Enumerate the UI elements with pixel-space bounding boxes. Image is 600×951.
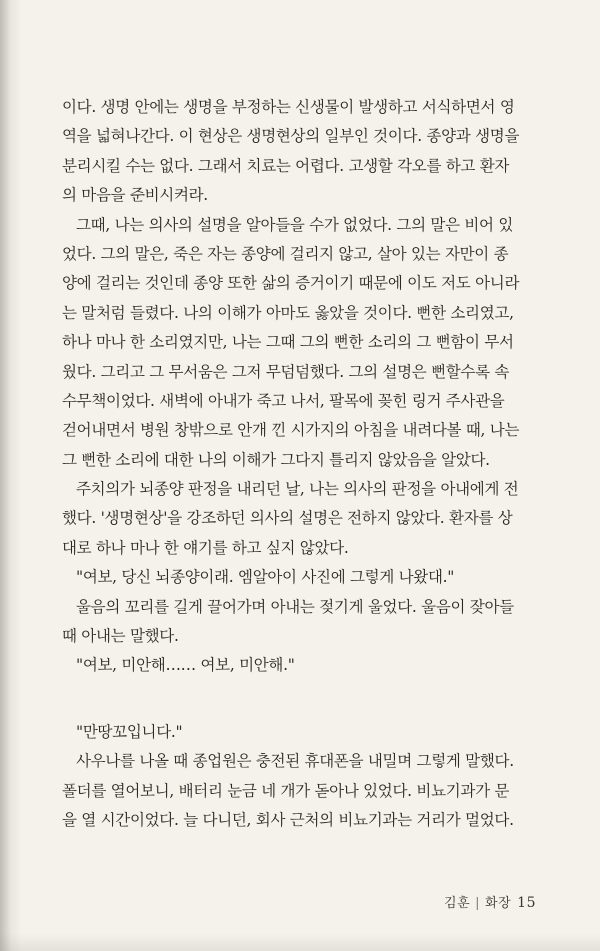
text-line: 수무책이었다. 새벽에 아내가 죽고 나서, 팔목에 꽂힌 링거 주사관을 xyxy=(62,391,505,410)
text-line: 때 아내는 말했다. xyxy=(62,627,179,646)
text-line: 그 뻔한 소리에 대한 나의 이해가 그다지 틀리지 않았음을 알았다. xyxy=(62,450,490,469)
running-footer xyxy=(444,892,536,911)
footer-title: 화장 xyxy=(485,896,512,911)
text-line: 을 열 시간이었다. 늘 다니던, 회사 근처의 비뇨기과는 거리가 멀었다. xyxy=(62,810,514,829)
section-break xyxy=(62,681,532,718)
dialogue-line: "여보, 미안해…… 여보, 미안해." xyxy=(76,656,295,675)
text-line: 폴더를 열어보니, 배터리 눈금 네 개가 돋아나 있었다. 비뇨기과가 문 xyxy=(62,781,510,800)
footer-separator: | xyxy=(475,896,481,911)
body-text xyxy=(62,93,532,835)
page-number: 15 xyxy=(517,895,536,911)
footer-author: 김훈 xyxy=(444,896,471,911)
text-line: 사우나를 나올 때 종업원은 충전된 휴대폰을 내밀며 그렇게 말했다. xyxy=(76,752,514,771)
text-line: 대로 하나 마나 한 얘기를 하고 싶지 않았다. xyxy=(62,538,349,557)
text-line: 했다. '생명현상'을 강조하던 의사의 설명은 전하지 않았다. 환자를 상 xyxy=(62,509,513,528)
text-line: 양에 걸리는 것인데 종양 또한 삶의 증거이기 때문에 이도 저도 아니라 xyxy=(62,274,520,293)
text-line: 역을 넓혀나간다. 이 현상은 생명현상의 일부인 것이다. 종양과 생명을 xyxy=(62,127,520,146)
text-line: 분리시킬 수는 없다. 그래서 치료는 어렵다. 고생할 각오를 하고 환자 xyxy=(62,156,510,175)
text-line: 울음의 꼬리를 길게 끌어가며 아내는 젖기게 울었다. 울음이 잦아들 xyxy=(76,597,514,616)
text-line: 주치의가 뇌종양 판정을 내리던 날, 나는 의사의 판정을 아내에게 전 xyxy=(76,480,519,499)
text-line: 하나 마나 한 소리였지만, 나는 그때 그의 뻔한 소리의 그 뻔함이 무서 xyxy=(62,333,514,352)
text-line: 이다. 생명 안에는 생명을 부정하는 신생물이 발생하고 서식하면서 영 xyxy=(62,98,515,116)
page-bottom-shadow xyxy=(0,933,600,951)
dialogue-line: "만땅꼬입니다." xyxy=(76,722,183,741)
text-line: 었다. 그의 말은, 죽은 자는 종양에 걸리지 않고, 살아 있는 자만이 종 xyxy=(62,244,509,263)
text-line: 그때, 나는 의사의 설명을 알아들을 수가 없었다. 그의 말은 비어 있 xyxy=(76,215,514,234)
text-line: 걷어내면서 병원 창밖으로 안개 낀 시가지의 아침을 내려다볼 때, 나는 xyxy=(62,421,520,440)
dialogue-line: "여보, 당신 뇌종양이래. 엠알아이 사진에 그렇게 나왔대." xyxy=(76,568,455,587)
text-line: 는 말처럼 들렸다. 나의 이해가 아마도 옳았을 것이다. 뻔한 소리였고, xyxy=(62,303,514,322)
text-line: 웠다. 그리고 그 무서움은 그저 무덤덤했다. 그의 설명은 뻔할수록 속 xyxy=(62,362,510,381)
page-gutter-shadow xyxy=(0,0,22,951)
text-line: 의 마음을 준비시켜라. xyxy=(62,186,208,205)
